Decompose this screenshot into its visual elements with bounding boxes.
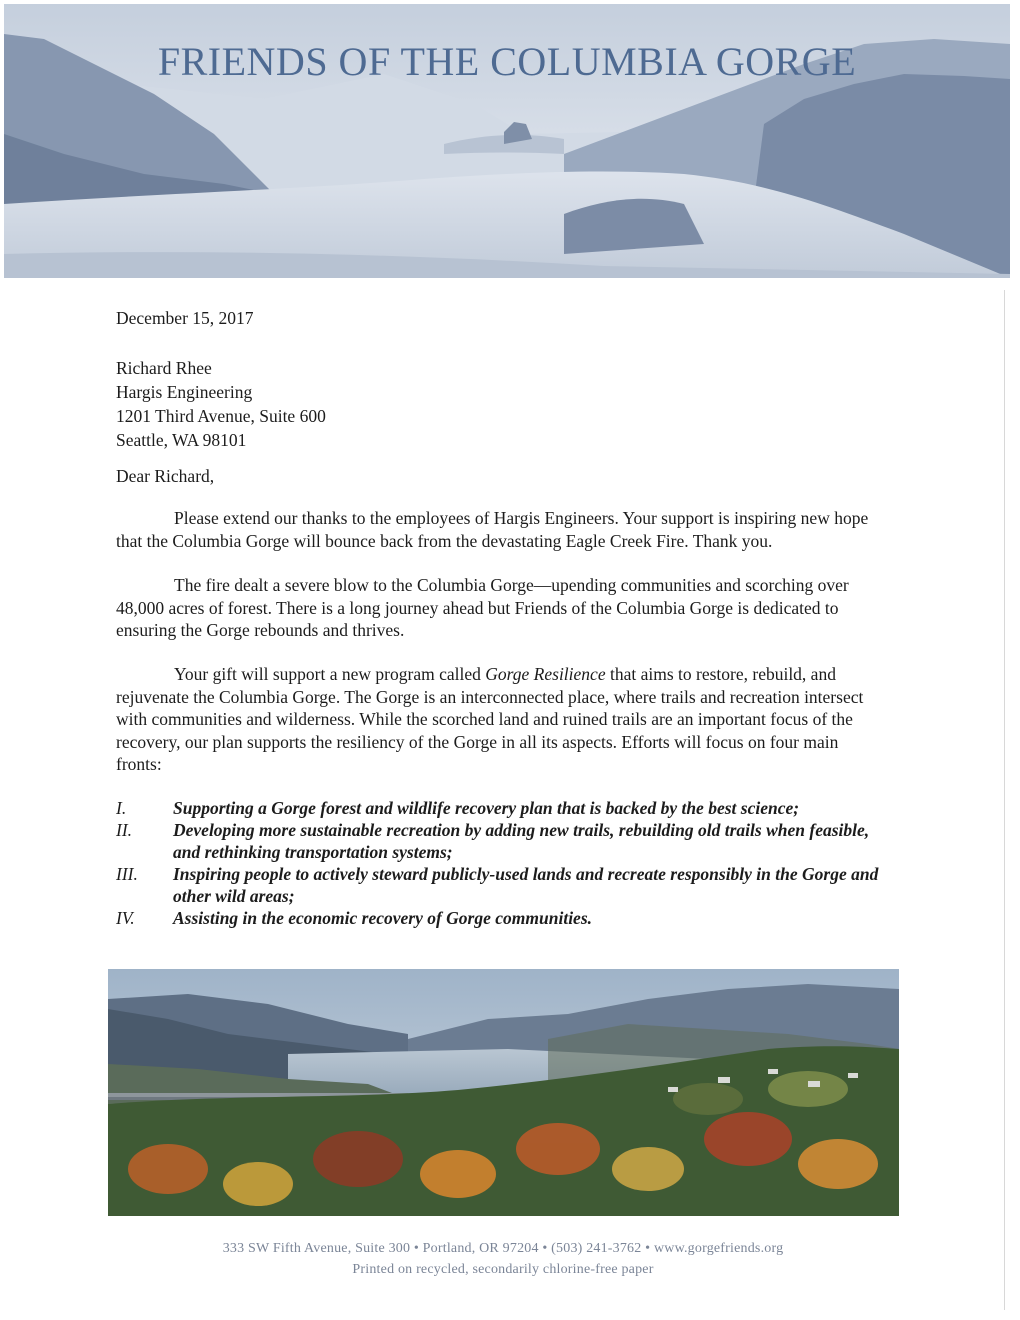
list-item bbox=[116, 863, 896, 907]
recipient-company: Hargis Engineering bbox=[116, 382, 253, 402]
list-text: Inspiring people to actively steward publicly-used lands and recreate responsibly in the Gorge and other wild areas; bbox=[173, 864, 879, 906]
footer-paper-note: Printed on recycled, secondarily chlorine-free paper bbox=[352, 1262, 654, 1277]
list-item bbox=[116, 797, 896, 819]
paragraph-thanks bbox=[116, 507, 886, 552]
list-numeral: III. bbox=[116, 864, 138, 884]
list-text: Developing more sustainable recreation by adding new trails, rebuilding old trails when feasible, and rethinking transportation systems; bbox=[173, 820, 870, 862]
list-numeral: I. bbox=[116, 798, 127, 818]
header-banner bbox=[4, 4, 1010, 278]
page-edge-line bbox=[1004, 290, 1005, 1310]
list-item bbox=[116, 907, 896, 929]
letter-date: December 15, 2017 bbox=[116, 308, 254, 328]
list-numeral: IV. bbox=[116, 908, 135, 928]
salutation: Dear Richard, bbox=[116, 466, 215, 486]
recipient-address bbox=[116, 356, 326, 452]
paragraph-fire bbox=[116, 574, 886, 642]
gorge-autumn-photo bbox=[108, 969, 899, 1216]
paragraph-text-start: Your gift will support a new program called bbox=[174, 664, 486, 684]
paragraph-text: The fire dealt a severe blow to the Columbia Gorge—upending communities and scorching over 48,000 acres of forest. There is a long journey ahead but Friends of the Columbia Gorge is dedicated to ensuring the Gorge rebounds and thrives. bbox=[116, 575, 849, 640]
program-name: Gorge Resilience bbox=[485, 664, 606, 684]
list-text: Supporting a Gorge forest and wildlife recovery plan that is backed by the best science; bbox=[173, 798, 800, 818]
paragraph-text bbox=[116, 663, 886, 776]
main-fronts-list bbox=[116, 797, 896, 929]
paragraph-program bbox=[116, 663, 886, 776]
paragraph-text: Please extend our thanks to the employees of Hargis Engineers. Your support is inspiring new hope that the Columbia Gorge will bounce back from the devastating Eagle Creek Fire. Thank you. bbox=[116, 508, 869, 551]
recipient-name: Richard Rhee bbox=[116, 358, 212, 378]
gorge-photo bbox=[108, 969, 899, 1216]
recipient-street: 1201 Third Avenue, Suite 600 bbox=[116, 406, 326, 426]
footer-address: 333 SW Fifth Avenue, Suite 300 • Portland, OR 97204 • (503) 241-3762 • www.gorgefriends.org bbox=[222, 1241, 784, 1256]
list-text: Assisting in the economic recovery of Gorge communities. bbox=[173, 908, 593, 928]
recipient-city: Seattle, WA 98101 bbox=[116, 430, 247, 450]
list-numeral: II. bbox=[116, 820, 133, 840]
list-item bbox=[116, 819, 896, 863]
paragraph-text-end: that aims to restore, rebuild, and rejuvenate the Columbia Gorge. The Gorge is an interconnected place, where trails and recreation intersect with communities and wilderness. While the scorched land and ruined trails are an important focus of the recovery, our plan supports the resiliency of the Gorge in all its aspects. Efforts will focus on four main fronts: bbox=[116, 664, 864, 774]
organization-title: FRIENDS OF THE COLUMBIA GORGE bbox=[157, 39, 857, 84]
